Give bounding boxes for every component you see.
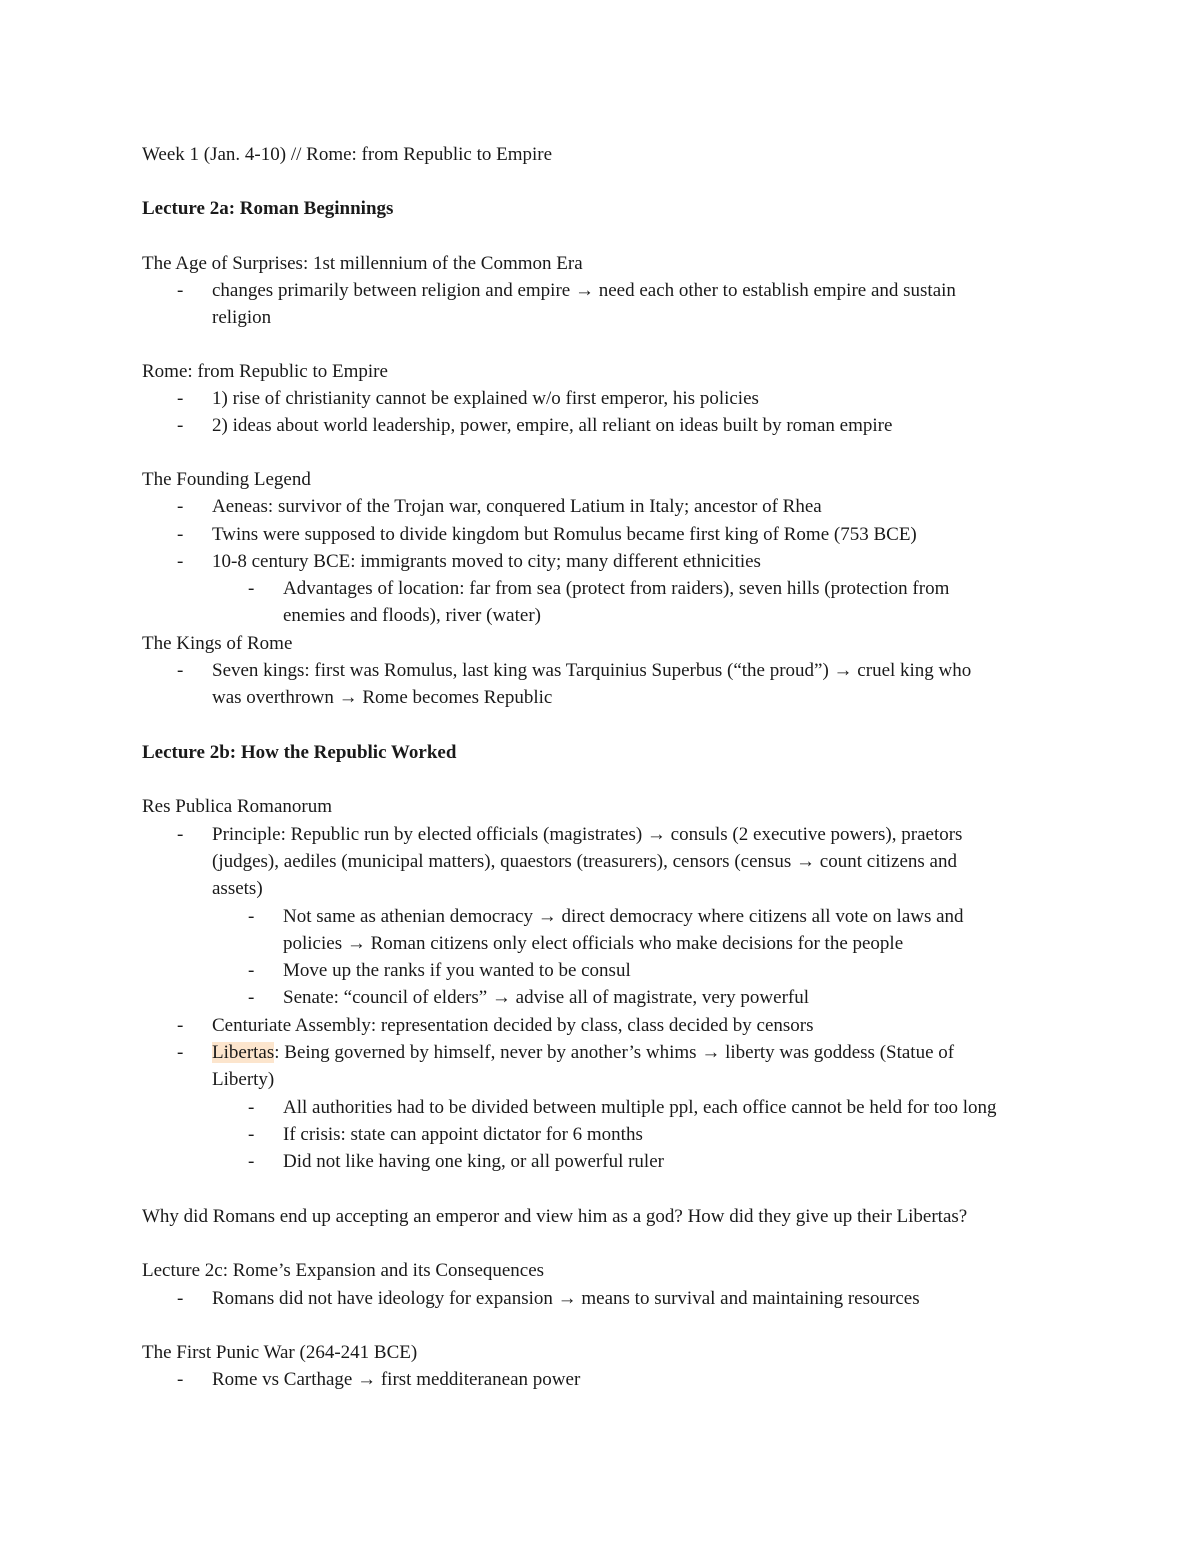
bullet-marker: - [177, 1288, 184, 1309]
lecture-2a-title: Lecture 2a: Roman Beginnings [142, 198, 394, 219]
bullet-text: Twins were supposed to divide kingdom but Romulus became first king of Rome (753 BCE) [212, 524, 917, 545]
sub-bullet-marker: - [248, 1097, 255, 1118]
bullet-marker: - [177, 524, 184, 545]
document-header: Week 1 (Jan. 4-10) // Rome: from Republic to Empire [142, 144, 553, 165]
lecture-2c-title: Lecture 2c: Rome’s Expansion and its Consequences [142, 1260, 545, 1281]
section-heading-rome: Rome: from Republic to Empire [142, 361, 388, 382]
sub-bullet-marker: - [248, 906, 255, 927]
bullet-text: Principle: Republic run by elected officials (magistrates) → consuls (2 executive powers), praetors [212, 824, 963, 845]
sub-bullet-text: Did not like having one king, or all powerful ruler [283, 1151, 664, 1172]
bullet-text-rest: : Being governed by himself, never by another’s whims → liberty was goddess (Statue of [274, 1042, 955, 1063]
bullet-text-continued: assets) [212, 878, 263, 899]
bullet-text: 10-8 century BCE: immigrants moved to city; many different ethnicities [212, 551, 761, 572]
bullet-text: Romans did not have ideology for expansion → means to survival and maintaining resources [212, 1288, 920, 1309]
bullet-text: 2) ideas about world leadership, power, empire, all reliant on ideas built by roman empire [212, 415, 893, 436]
bullet-text: Centuriate Assembly: representation decided by class, class decided by censors [212, 1015, 814, 1036]
sub-bullet-marker: - [248, 987, 255, 1008]
sub-bullet-text: Move up the ranks if you wanted to be consul [283, 960, 631, 981]
question-text: Why did Romans end up accepting an emperor and view him as a god? How did they give up their Libertas? [142, 1206, 968, 1227]
bullet-marker: - [177, 824, 184, 845]
section-heading-age: The Age of Surprises: 1st millennium of the Common Era [142, 253, 583, 274]
bullet-text: changes primarily between religion and empire → need each other to establish empire and sustain [212, 280, 956, 301]
bullet-marker: - [177, 551, 184, 572]
section-heading-kings: The Kings of Rome [142, 633, 293, 654]
lecture-2b-title: Lecture 2b: How the Republic Worked [142, 742, 457, 763]
bullet-text: 1) rise of christianity cannot be explained w/o first emperor, his policies [212, 388, 759, 409]
section-heading-res-publica: Res Publica Romanorum [142, 796, 332, 817]
bullet-text: Rome vs Carthage → first medditeranean power [212, 1369, 581, 1390]
bullet-marker: - [177, 1042, 184, 1063]
bullet-marker: - [177, 496, 184, 517]
bullet-text: Aeneas: survivor of the Trojan war, conquered Latium in Italy; ancestor of Rhea [212, 496, 822, 517]
highlighted-term: Libertas [212, 1042, 275, 1063]
sub-bullet-marker: - [248, 578, 255, 599]
bullet-marker: - [177, 1015, 184, 1036]
sub-bullet-text: Not same as athenian democracy → direct democracy where citizens all vote on laws and [283, 906, 964, 927]
sub-bullet-marker: - [248, 1124, 255, 1145]
sub-bullet-text: Advantages of location: far from sea (protect from raiders), seven hills (protection from [283, 578, 950, 599]
sub-bullet-marker: - [248, 1151, 255, 1172]
bullet-marker: - [177, 415, 184, 436]
sub-bullet-text: If crisis: state can appoint dictator for 6 months [283, 1124, 643, 1145]
bullet-text-continued: Liberty) [212, 1069, 275, 1090]
sub-bullet-text-continued: policies → Roman citizens only elect officials who make decisions for the people [283, 933, 904, 954]
bullet-text-continued: was overthrown → Rome becomes Republic [212, 687, 553, 708]
bullet-marker: - [177, 1369, 184, 1390]
bullet-marker: - [177, 280, 184, 301]
bullet-marker: - [177, 660, 184, 681]
sub-bullet-marker: - [248, 960, 255, 981]
bullet-text [212, 1041, 954, 1065]
sub-bullet-text: Senate: “council of elders” → advise all of magistrate, very powerful [283, 987, 809, 1008]
bullet-marker: - [177, 388, 184, 409]
bullet-text-continued: (judges), aediles (municipal matters), quaestors (treasurers), censors (census → count citizens and [212, 851, 957, 872]
bullet-text: Seven kings: first was Romulus, last king was Tarquinius Superbus (“the proud”) → cruel king who [212, 660, 972, 681]
section-heading-punic-war: The First Punic War (264-241 BCE) [142, 1342, 418, 1363]
sub-bullet-text-continued: enemies and floods), river (water) [283, 605, 541, 626]
section-heading-legend: The Founding Legend [142, 469, 311, 490]
sub-bullet-text: All authorities had to be divided between multiple ppl, each office cannot be held for too long [283, 1097, 997, 1118]
bullet-text-continued: religion [212, 307, 272, 328]
